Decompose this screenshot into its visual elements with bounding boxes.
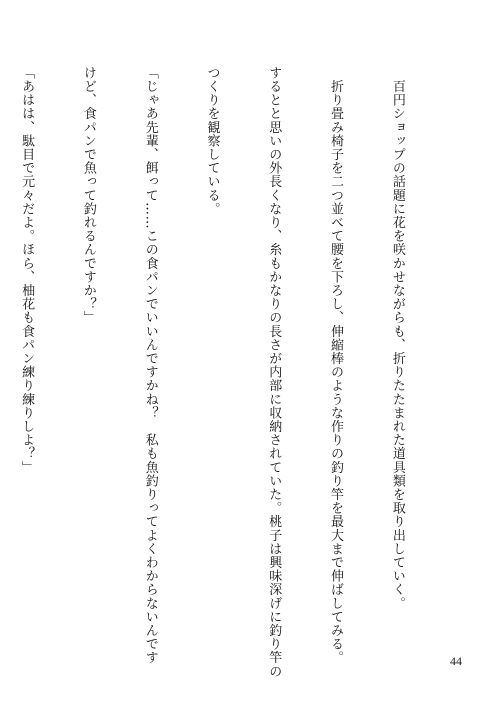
text-line: 百円ショップの話題に花を咲かせながらも、折りたたまれた道具類を取り出していく。 xyxy=(389,66,405,610)
text-line: 「じゃあ先輩、餌って……この食パンでいいんですかね？ 私も魚釣りってよくわからないんです xyxy=(142,66,158,665)
text-line: けど、食パンで魚って釣れるんですか？」 xyxy=(80,66,96,325)
text-line: つくりを観察している。 xyxy=(204,66,220,216)
text-line: 折り畳み椅子を二つ並べて腰を下ろし、伸縮棒のような作りの釣り竿を最大まで伸ばしてみる。 xyxy=(328,66,344,665)
text-line: 「あはは、駄目で元々だよ。ほら、柚花も食パン練り練りしよ？」 xyxy=(19,66,35,474)
text-line: するとと思いの外長くなり、糸もかなりの長さが内部に収納されていた。桃子は興味深げに釣り竿の xyxy=(266,66,282,678)
page-number: 44 xyxy=(450,654,462,668)
body-text xyxy=(0,66,448,678)
